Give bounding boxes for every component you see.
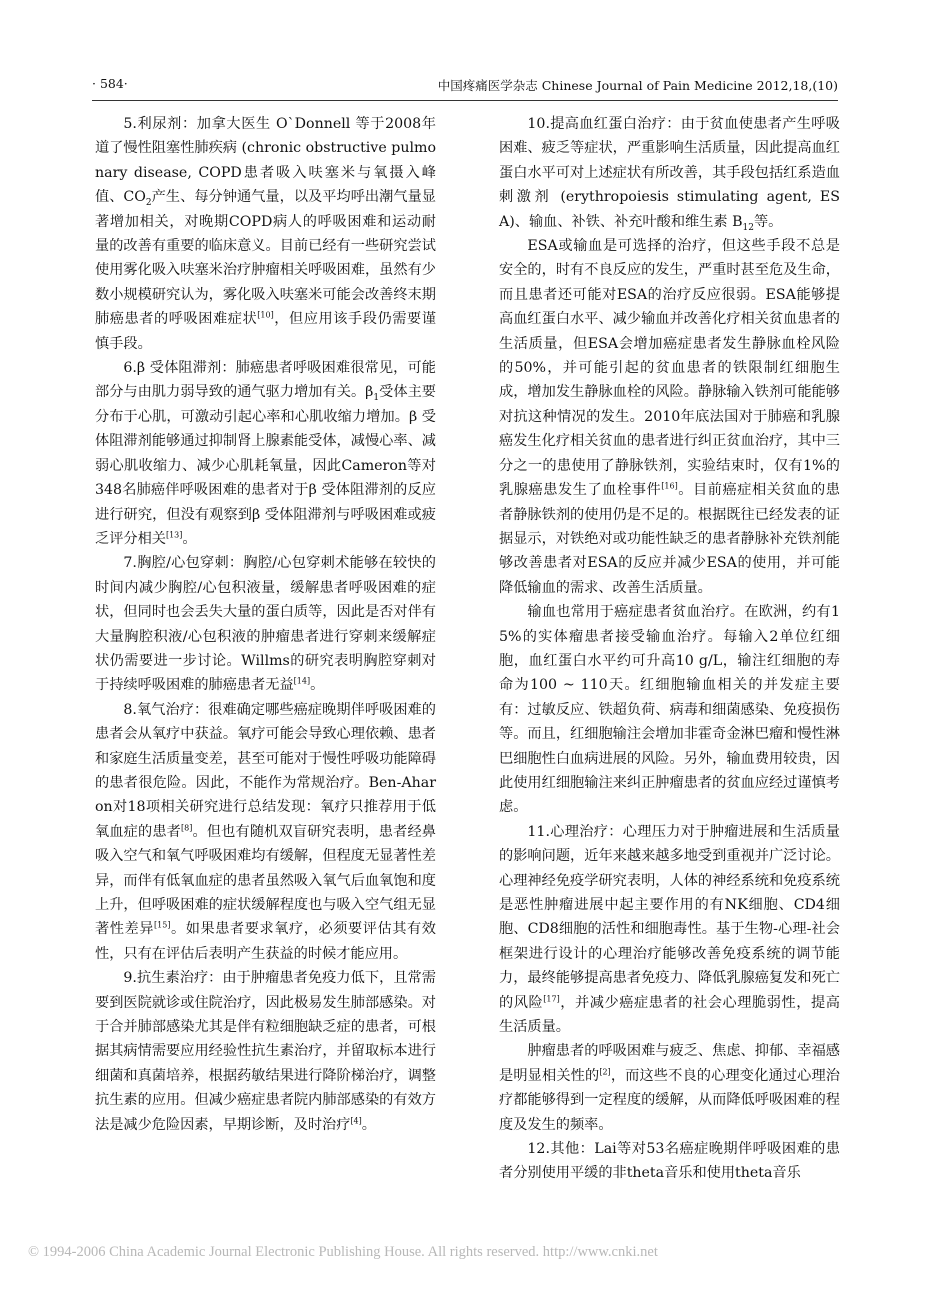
journal-title: 中国疼痛医学杂志 Chinese Journal of Pain Medicine 2012,18,(10) <box>437 78 838 93</box>
paragraph-diuretics: 5.利尿剂：加拿大医生 O`Donnell 等于2008年道了慢性阻塞性肺疾病 (chronic obstructive pulmonary disease, COPD患者吸入呋塞米与氧摄入峰值、$CO_2$产生、每分钟通气量，以及平均呼出潮气量显著增加相关，对晚期COPD病人的呼吸困难和运动耐量的改善有重要的临床意义。目前已经有一些研究尝试使用雾化吸入呋塞米治疗肿瘤相关呼吸困难，虽然有少数小规模研究认为，雾化吸入呋塞米可能会改善终末期肺癌患者的呼吸困难症状[10]，但应用该手段仍需要谨慎手段。 <box>95 116 436 352</box>
paragraph-oxygen-therapy: 8.氧气治疗：很难确定哪些癌症晚期伴呼吸困难的患者会从氧疗中获益。氧疗可能会导致心理依赖、患者和家庭生活质量变差，甚至可能对于慢性呼吸功能障碍的患者很危险。因此，不能作为常规治疗。Ben-Aharon对18项相关研究进行总结发现：氧疗只推荐用于低氧血症的患者[8]。但也有随机双盲研究表明，患者经鼻吸入空气和氧气呼吸困难均有缓解，但程度无显著性差异，而伴有低氧血症的患者虽然吸入氧气后血氧饱和度上升，但呼吸困难的症状缓解程度也与吸入空气组无显著性差异[15]。如果患者要求氧疗，必须要评估其有效性，只有在评估后表明产生获益的时候才能应用。 <box>95 701 436 962</box>
citation[interactable]: [10] <box>257 310 274 320</box>
left-column <box>95 112 436 1137</box>
citation[interactable]: [15] <box>154 920 171 930</box>
page-header <box>92 74 838 101</box>
paragraph-esa: ESA或输血是可选择的治疗，但这些手段不总是安全的，时有不良反应的发生，严重时甚至危及生命，而且患者还可能对ESA的治疗反应很弱。ESA能够提高血红蛋白水平、减少输血并改善化疗相关贫血患者的生活质量，但ESA会增加癌症患者发生静脉血栓风险的50%，并可能引起的贫血患者的铁限制红细胞生成，增加发生静脉血栓的风险。静脉输入铁剂可能能够对抗这种情况的发生。2010年底法国对于肺癌和乳腺癌发生化疗相关贫血的患者进行纠正贫血治疗，其中三分之一的患使用了静脉铁剂，实验结束时，仅有1%的乳腺癌患发生了血栓事件[16]。目前癌症相关贫血的患者静脉铁剂的使用仍是不足的。根据既往已经发表的证据显示，对铁绝对或功能性缺乏的患者静脉补充铁剂能够改善患者对ESA的反应并减少ESA的使用，并可能降低输血的需求、改善生活质量。 <box>499 238 840 596</box>
paragraph-psychotherapy: 11.心理治疗：心理压力对于肿瘤进展和生活质量的影响问题，近年来越来越多地受到重视并广泛讨论。心理神经免疫学研究表明，人体的神经系统和免疫系统是恶性肿瘤进展中起主要作用的有NK细胞、CD4细胞、CD8细胞的活性和细胞毒性。基于生物-心理-社会框架进行设计的心理治疗能够改善免疫系统的调节能力，最终能够提高患者免疫力、降低乳腺癌复发和死亡的风险[17]，并减少癌症患者的社会心理脆弱性，提高生活质量。 <box>499 823 840 1036</box>
paragraph-beta-blockers: 6.β 受体阻滞剂：肺癌患者呼吸困难很常见，可能部分与由肌力弱导致的通气驱力增加有关。$\beta_1$受体主要分布于心肌，可激动引起心率和心肌收缩力增加。β 受体阻滞剂能够通过抑制肾上腺素能受体，减慢心率、减弱心肌收缩力、减少心肌耗氧量，因此Cameron等对348名肺癌伴呼吸困难的患者对于β 受体阻滞剂的反应进行研究，但没有观察到β 受体阻滞剂与呼吸困难或疲乏评分相关[13]。 <box>95 360 436 547</box>
right-column <box>499 112 840 1186</box>
paragraph-transfusion: 输血也常用于癌症患者贫血治疗。在欧洲，约有15%的实体瘤患者接受输血治疗。每输入2单位红细胞，血红蛋白水平约可升高10 g/L，输注红细胞的寿命为100 ~ 110天。红细胞输血相关的并发症主要有：过敏反应、铁超负荷、病毒和细菌感染、免疫损伤等。而且，红细胞输注会增加非霍奇金淋巴瘤和慢性淋巴细胞性白血病进展的风险。另外，输血费用较贵，因此使用红细胞输注来纠正肿瘤患者的贫血应经过谨慎考虑。 <box>499 604 840 816</box>
citation[interactable]: [14] <box>293 676 311 686</box>
citation[interactable]: [17] <box>543 993 560 1003</box>
paragraph-thoracentesis: 7.胸腔/心包穿刺：胸腔/心包穿刺术能够在较快的时间内减少胸腔/心包积液量，缓解患者呼吸困难的症状，但同时也会丢失大量的蛋白质等，因此是否对伴有大量胸腔积液/心包积液的肿瘤患者进行穿刺来缓解症状仍需要进一步讨论。Willms的研究表明胸腔穿刺对于持续呼吸困难的肺癌患者无益[14]。 <box>95 555 436 694</box>
paragraph-antibiotics: 9.抗生素治疗：由于肿瘤患者免疫力低下，且常需要到医院就诊或住院治疗，因此极易发生肺部感染。对于合并肺部感染尤其是伴有粒细胞缺乏症的患者，可根据其病情需要应用经验性抗生素治疗，并留取标本进行细菌和真菌培养，根据药敏结果进行降阶梯治疗，调整抗生素的应用。但减少癌症患者院内肺部感染的有效方法是减少危险因素，早期诊断，及时治疗[4]。 <box>95 970 436 1133</box>
paragraph-psychology-correlation: 肿瘤患者的呼吸困难与疲乏、焦虑、抑郁、幸福感是明显相关性的[2]，而这些不良的心理变化通过心理治疗都能够得到一定程度的缓解，从而降低呼吸困难的程度及发生的频率。 <box>499 1043 840 1133</box>
copyright-footer: © 1994-2006 China Academic Journal Electronic Publishing House. All rights reserved. http://www.cnki.net <box>28 1244 658 1260</box>
paragraph-other: 12.其他：Lai等对53名癌症晚期伴呼吸困难的患者分别使用平缓的非theta音乐和使用theta音乐 <box>499 1141 840 1182</box>
citation[interactable]: [16] <box>661 481 678 491</box>
citation[interactable]: [8] <box>181 823 193 833</box>
paragraph-hemoglobin: 10.提高血红蛋白治疗：由于贫血使患者产生呼吸困难、疲乏等症状，严重影响生活质量，因此提高血红蛋白水平可对上述症状有所改善，其手段包括红系造血刺激剂 (erythropoiesis stimulating agent, ESA)、输血、补铁、补充叶酸和维生素 $B_{12}$等。 <box>499 116 840 233</box>
page-number: · 584· <box>92 76 128 91</box>
citation[interactable]: [4] <box>350 1115 362 1125</box>
citation[interactable]: [2] <box>599 1067 611 1077</box>
citation[interactable]: [13] <box>165 530 183 540</box>
